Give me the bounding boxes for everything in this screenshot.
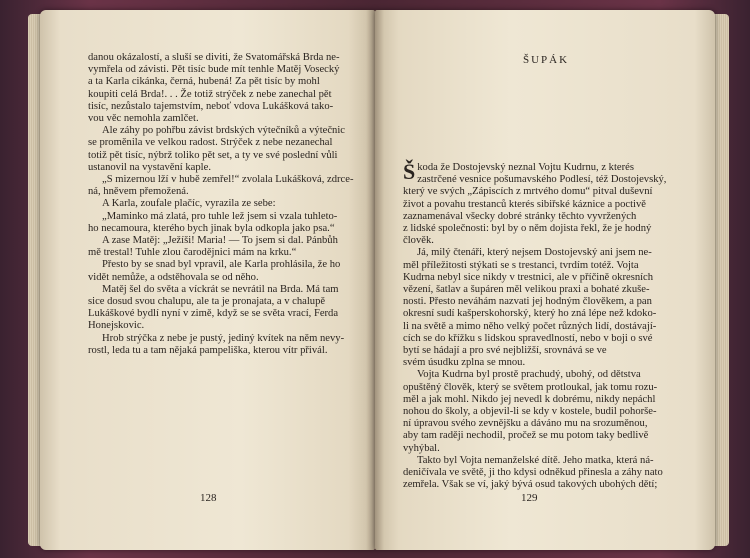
text-line: Lukáškové bydlí nyní v zimě, když se se světa vrací, Ferda [88,308,339,320]
text-line: vymřela od závisti. Pět tisíc bude mít tenhle Matěj Vosecký [88,64,340,76]
text-line: Vojta Kudrna byl prostě prachudý, ubohý, od dětstva [417,369,641,381]
text-line: Hrob strýčka z nebe je pustý, jediný kvítek na něm nevy- [102,332,345,344]
text-line: vidět nemůže, a odstěhovala se od něho. [88,271,259,283]
text-line: sice dosud svou chalupu, ale ta je pronajata, a v chalupě [88,296,326,308]
text-line: Matěj šel do světa a víckrát se nevrátil na Brda. Má tam [102,283,339,295]
text-line: ní úpravou svého zevnějšku a dáváno mu na srozuměnou, [403,418,648,430]
book-gutter [366,10,384,550]
text-line: měl a jak mohl. Nikdo jej nevedl k dobrému, nikdy nepáchl [403,393,656,405]
text-line: rostl, leda tu a tam nějaká pampeliška, kterou vítr přivál. [88,344,328,356]
text-line: opuštěný člověk, který se světem protloukal, jak tomu rozu- [403,381,658,393]
chapter-title: ŠUPÁK [523,54,570,66]
text-line: vyhýbal. [403,442,440,454]
text-line: „S mizernou lží v hubě zemřel!“ zvolala Lukášková, zdrce- [102,174,354,186]
text-line: z lidské společnosti: byl by o něm dojista řekl, že je hodný [403,223,652,235]
text-line: svém úsudku zplna se mnou. [403,357,526,369]
text-line: okresní sudí kašperskohorský, který ho zná lépe než kdoko- [403,308,657,320]
text-line: Škoda že Dostojevský neznal Vojtu Kudrnu, z kterés [403,159,634,184]
drop-cap: Š [403,159,416,184]
text-line: aby tam raději nechodil, pročež se mu potom taky bedlivě [403,430,649,442]
left-page [40,10,375,550]
text-line: ho necamoura, kterého bych jinak byla odkopla jako psa.“ [88,222,335,234]
text-line: danou okázalostí, a sluší se diviti, že Svatomářská Brda ne- [88,52,340,63]
text-line: měl příležitosti stýkati se s trestanci, tvrdím totéž. Vojta [403,259,639,271]
text-line: zemřela. Však se ví, jaký bývá osud takových ubohých dětí; [403,479,658,491]
text-line: Přesto by se snad byl vpravil, ale Karla prohlásila, že ho [102,259,341,271]
text-line: zaznamenával všecky dobré stránky těchto vyvržených [403,210,637,222]
text-line: se proměnila ve velkou radost. Strýček z nebe nezanechal [88,137,333,149]
text-line: Takto byl Vojta nemanželské dítě. Jeho matka, která ná- [417,454,654,466]
text-line: člověk. [403,235,434,247]
text-line: nosti. Přesto neváhám nazvati jej hodným člověkem, a pan [403,296,652,308]
text-line: bytí se hádají a pro své nejbližší, srovnává se ve [403,345,607,357]
text-line: ustanovil na vystavění kaple. [88,161,211,173]
text-line: ná, hněvem přemožená. [88,186,189,198]
text-line: tisíc, nezůstalo tajemstvím, neboť vdova Lukášková tako- [88,100,334,112]
text-line: totiž pět tisíc, nýbrž toliko pět set, a ty ve své poslední vůli [88,149,338,161]
text-line: vězení, šatlav a šupáren měl velikou praxi a bohaté zkuše- [403,284,650,296]
text-line: A Karla, zoufale plačíc, vyrazila ze sebe: [102,198,276,210]
text-line: život a povahu trestanců kterés sibiřské káznice a poctivě [403,198,646,210]
text-line: nohou do školy, a objevil-li se kdy v kostele, budil pohorše- [403,406,657,418]
text-line: zastrčené vesnice pošumavského Podlesí, též Dostojevský, [417,174,667,186]
text-line: „Maminko má zlatá, pro tuhle lež jsem si vzala tuhleto- [102,210,338,222]
text-line: Kudrna nebyl sice nikdy v trestnici, ale v příčině okresních [403,271,654,283]
text-line: a ta Karla cikánka, černá, hubená! Za pět tisíc by mohl [88,76,320,88]
text-line: cích se do křížku s lidskou spravedlností, nebo v boji o své [403,332,653,344]
right-page-edges [713,14,729,546]
text-line: Ale záhy po pohřbu závist brdských výtečníků a výtečnic [102,125,345,137]
right-page-number: 129 [521,492,538,504]
text-line: vou věc nemohla zamlčet. [88,113,199,125]
text-line: koupiti celá Brda!. . . Že totiž strýček z nebe zanechal pět [88,88,332,100]
right-page-body [403,159,691,491]
left-page-body [88,52,371,357]
text-line: li na světě a mimo něho velký počet různých lidí, dostávají- [403,320,657,332]
text-line: Honejskovic. [88,320,145,332]
text-line: deničívala ve světě, ji tho kdysi odněkud přinesla a záhy nato [403,467,663,479]
left-page-number: 128 [200,492,217,504]
text-line: mě trestal! Tuhle zlou čarodějnici mám na krku.“ [88,247,297,259]
text-line: který ve svých „Zápiscích z mrtvého domu“ pitval duševní [403,186,653,198]
right-page [375,10,715,550]
text-line: A zase Matěj: „Ježíši! Maria! — To jsem si dal. Pánbůh [102,235,338,247]
text-line: Já, milý čtenáři, který nejsem Dostojevský ani jsem ne- [417,247,652,259]
